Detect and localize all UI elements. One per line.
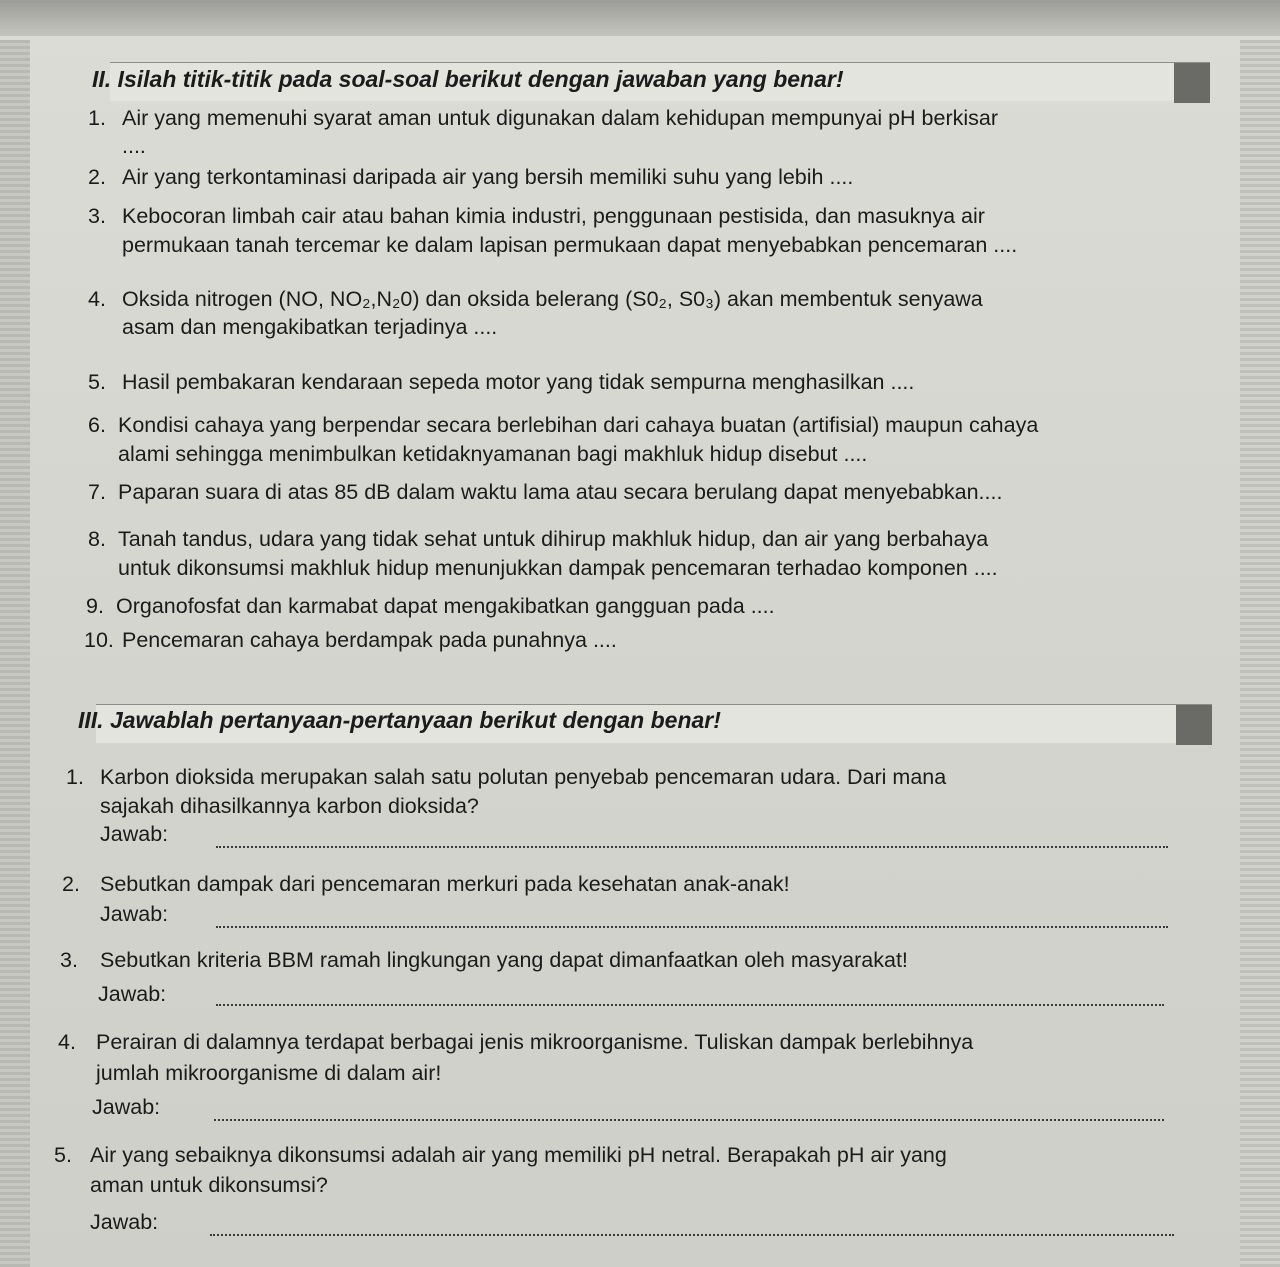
s2-item-3-line-2: permukaan tanah tercemar ke dalam lapisan permukaan dapat menyebabkan pencemaran .... bbox=[122, 233, 1018, 257]
s2-item-3-number: 3. bbox=[88, 204, 106, 228]
s3-answer-5-label: Jawab: bbox=[90, 1210, 159, 1234]
s3-question-2-number: 2. bbox=[62, 872, 80, 896]
section-2-title: II. Isilah titik-titik pada soal-soal berikut dengan jawaban yang benar! bbox=[92, 66, 844, 92]
s3-answer-3-label: Jawab: bbox=[98, 982, 167, 1006]
s2-item-5-line-1: Hasil pembakaran kendaraan sepeda motor yang tidak sempurna menghasilkan .... bbox=[122, 370, 915, 394]
s3-question-4-number: 4. bbox=[58, 1030, 76, 1054]
binding-edge-left bbox=[0, 40, 30, 1267]
s2-item-8-line-1: Tanah tandus, udara yang tidak sehat untuk dihirup makhluk hidup, dan air yang berbahaya bbox=[118, 527, 989, 551]
s2-item-7-number: 7. bbox=[88, 480, 106, 504]
s3-answer-4-line[interactable] bbox=[214, 1117, 1164, 1121]
s3-answer-4-label: Jawab: bbox=[92, 1095, 161, 1119]
s2-item-5-number: 5. bbox=[88, 370, 106, 394]
section-3-title: III. Jawablah pertanyaan-pertanyaan berikut dengan benar! bbox=[78, 707, 721, 733]
s2-item-9-number: 9. bbox=[86, 594, 104, 618]
s2-item-8-number: 8. bbox=[88, 527, 106, 551]
s2-item-9-line-1: Organofosfat dan karmabat dapat mengakibatkan gangguan pada .... bbox=[116, 594, 775, 618]
s3-question-4-line-2: jumlah mikroorganisme di dalam air! bbox=[96, 1061, 442, 1085]
s2-item-7-line-1: Paparan suara di atas 85 dB dalam waktu lama atau secara berulang dapat menyebabkan.... bbox=[118, 480, 1003, 504]
s3-question-1-line-1: Karbon dioksida merupakan salah satu polutan penyebab pencemaran udara. Dari mana bbox=[100, 765, 947, 789]
s2-item-4-number: 4. bbox=[88, 287, 106, 311]
s2-item-3-line-1: Kebocoran limbah cair atau bahan kimia industri, penggunaan pestisida, dan masuknya air bbox=[122, 204, 985, 228]
s2-item-6-number: 6. bbox=[88, 413, 106, 437]
s2-item-8-line-2: untuk dikonsumsi makhluk hidup menunjukkan dampak pencemaran terhadao komponen .... bbox=[118, 556, 998, 580]
s3-answer-1-line[interactable] bbox=[216, 844, 1168, 848]
s3-question-3-number: 3. bbox=[60, 948, 78, 972]
s3-answer-3-line[interactable] bbox=[216, 1002, 1164, 1006]
s2-item-10-number: 10. bbox=[84, 628, 114, 652]
s3-answer-2-label: Jawab: bbox=[100, 902, 169, 926]
s3-question-5-line-2: aman untuk dikonsumsi? bbox=[90, 1173, 328, 1197]
s2-item-6-line-2: alami sehingga menimbulkan ketidaknyamanan bagi makhluk hidup disebut .... bbox=[118, 442, 868, 466]
s2-item-2-number: 2. bbox=[88, 165, 106, 189]
s3-answer-2-line[interactable] bbox=[216, 924, 1168, 928]
section-2-header-tab bbox=[1174, 63, 1210, 103]
s2-item-6-line-1: Kondisi cahaya yang berpendar secara berlebihan dari cahaya buatan (artifisial) maupun cahaya bbox=[118, 413, 1039, 437]
s2-item-1-number: 1. bbox=[88, 106, 106, 130]
s3-answer-5-line[interactable] bbox=[210, 1232, 1174, 1236]
s3-question-1-line-2: sajakah dihasilkannya karbon dioksida? bbox=[100, 794, 479, 818]
s3-question-4-line-1: Perairan di dalamnya terdapat berbagai jenis mikroorganisme. Tuliskan dampak berlebihnya bbox=[96, 1030, 974, 1054]
s2-item-4-line-2: asam dan mengakibatkan terjadinya .... bbox=[122, 315, 498, 339]
s3-question-1-number: 1. bbox=[66, 765, 84, 789]
s3-question-5-number: 5. bbox=[54, 1143, 72, 1167]
s2-item-10-line-1: Pencemaran cahaya berdampak pada punahnya .... bbox=[122, 628, 617, 652]
s3-question-5-line-1: Air yang sebaiknya dikonsumsi adalah air yang memiliki pH netral. Berapakah pH air yang bbox=[90, 1143, 947, 1167]
s2-item-1-line-1: Air yang memenuhi syarat aman untuk digunakan dalam kehidupan mempunyai pH berkisar bbox=[122, 106, 999, 130]
binding-edge-right bbox=[1240, 40, 1280, 1267]
s3-question-3-line-1: Sebutkan kriteria BBM ramah lingkungan yang dapat dimanfaatkan oleh masyarakat! bbox=[100, 948, 908, 972]
s2-item-2-line-1: Air yang terkontaminasi daripada air yang bersih memiliki suhu yang lebih .... bbox=[122, 165, 854, 189]
section-3-header-tab bbox=[1176, 705, 1212, 745]
s2-item-1-line-2: .... bbox=[122, 134, 146, 158]
s3-question-2-line-1: Sebutkan dampak dari pencemaran merkuri pada kesehatan anak-anak! bbox=[100, 872, 790, 896]
s2-item-4-line-1: Oksida nitrogen (NO, NO₂,N₂0) dan oksida belerang (S0₂, S0₃) akan membentuk senyawa bbox=[122, 287, 983, 311]
s3-answer-1-label: Jawab: bbox=[100, 822, 169, 846]
page-top-edge bbox=[0, 0, 1280, 36]
